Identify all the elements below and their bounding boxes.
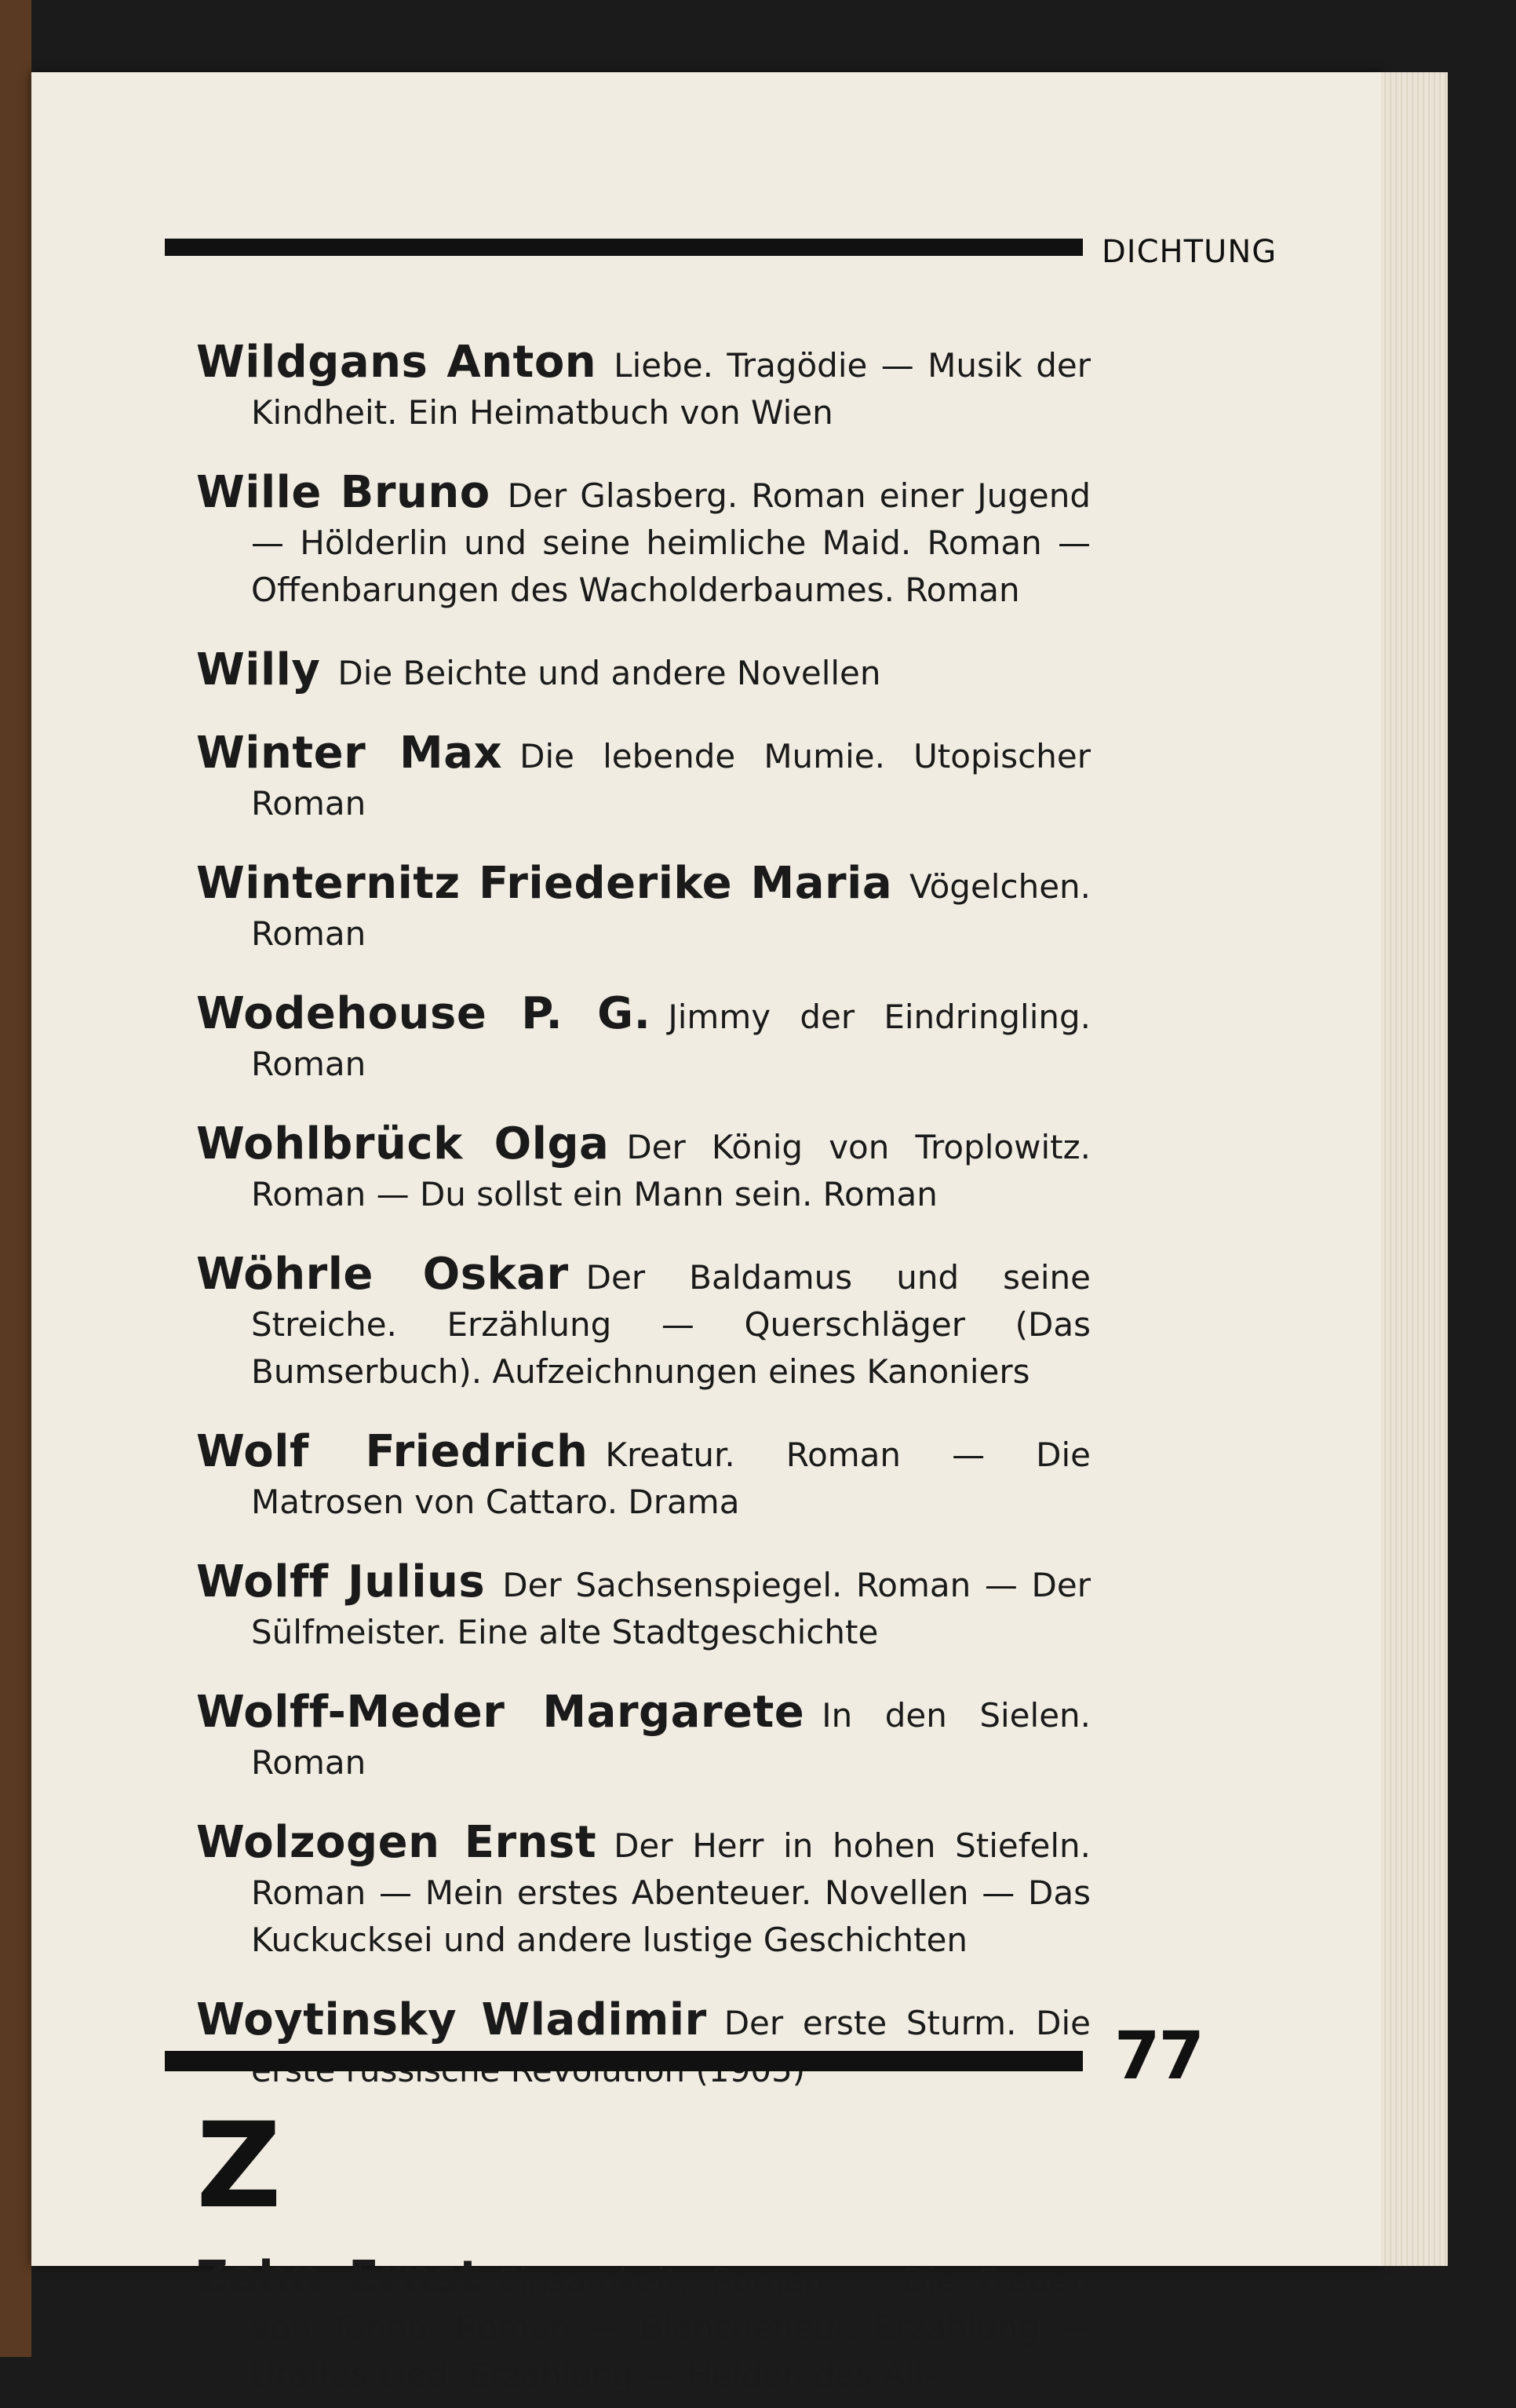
entry — [196, 469, 1091, 614]
section-title: DICHTUNG — [1102, 234, 1277, 270]
works: Der König von Troplowitz. Roman — Du sollst ein Mann sein. Roman — [251, 1128, 1091, 1213]
author-name: Wohlbrück Olga — [196, 1118, 610, 1169]
entry — [196, 860, 1091, 958]
works: Liebe. Tragödie — Musik der Kindheit. Ein Heimatbuch von Wien — [251, 346, 1091, 432]
author-name: Wodehouse P. G. — [196, 988, 651, 1039]
works: Einsamkeit. Roman — Die Frauen von Tanno. Roman — Blanchefleur. Erzählung — Uraltes Lied. Erzählung — Helden des All- — [251, 2261, 1091, 2394]
section-letter: Z — [196, 2098, 282, 2235]
works: Die Beichte und andere Novellen — [337, 654, 881, 692]
works: Kreatur. Roman — Die Matrosen von Cattaro. Drama — [251, 1436, 1091, 1521]
works: Der Baldamus und seine Streiche. Erzählung — Querschläger (Das Bumserbuch). Aufzeichnungen eines Kanoniers — [251, 1258, 1091, 1391]
author-name: Wolff-Meder Margarete — [196, 1687, 805, 1738]
works: Der Glasberg. Roman einer Jugend — Hölderlin und seine heimliche Maid. Roman — Offenbarungen des Wacholderbaumes. Roman — [251, 476, 1091, 609]
footer-rule — [165, 2051, 1083, 2071]
page-edges — [1381, 72, 1448, 2266]
entry — [196, 2254, 1091, 2399]
works: Die lebende Mumie. Utopischer Roman — [251, 737, 1091, 823]
entry — [196, 1689, 1091, 1786]
entry — [196, 644, 1091, 697]
works: Vögelchen. Roman — [251, 867, 1091, 953]
page-number: 77 — [1114, 2017, 1203, 2094]
author-name: Winter Max — [196, 728, 503, 779]
author-name: Wille Bruno — [196, 467, 490, 518]
entry — [196, 988, 1091, 1088]
works: In den Sielen. Roman — [251, 1696, 1091, 1782]
entry — [196, 1428, 1091, 1526]
entry — [196, 730, 1091, 827]
entry — [196, 1556, 1091, 1656]
author-name: Wildgans Anton — [196, 337, 597, 388]
author-name: Willy — [196, 644, 321, 695]
author-name: Winternitz Friederike Maria — [196, 858, 893, 909]
entry-list — [196, 306, 1091, 2408]
works: Der erste Sturm. Die — [723, 2004, 1091, 2042]
author-name: Wöhrle Oskar — [196, 1249, 569, 1300]
entry — [196, 1251, 1091, 1396]
entry — [196, 1994, 1091, 2094]
author-name: Wolzogen Ernst — [196, 1817, 597, 1868]
author-name: Wolff Julius — [196, 1556, 486, 1607]
works: Der Sachsenspiegel. Roman — Der Sülfmeister. Eine alte Stadtgeschichte — [251, 1566, 1091, 1651]
author-name: Zahn Ernst — [196, 2252, 481, 2303]
works: Der Herr in hohen Stiefeln. Roman — Mein erstes Abenteuer. Novellen — Das Kuckucksei und andere lustige Geschichten — [251, 1826, 1091, 1959]
background-left — [0, 0, 31, 2357]
header-rule — [165, 239, 1083, 256]
author-name: Woytinsky Wladimir — [196, 1994, 707, 2045]
entry — [196, 1819, 1091, 1964]
entry — [196, 1118, 1091, 1218]
works: Jimmy der Eindringling. Roman — [251, 998, 1091, 1083]
entry — [196, 339, 1091, 436]
author-name: Wolf Friedrich — [196, 1426, 589, 1477]
